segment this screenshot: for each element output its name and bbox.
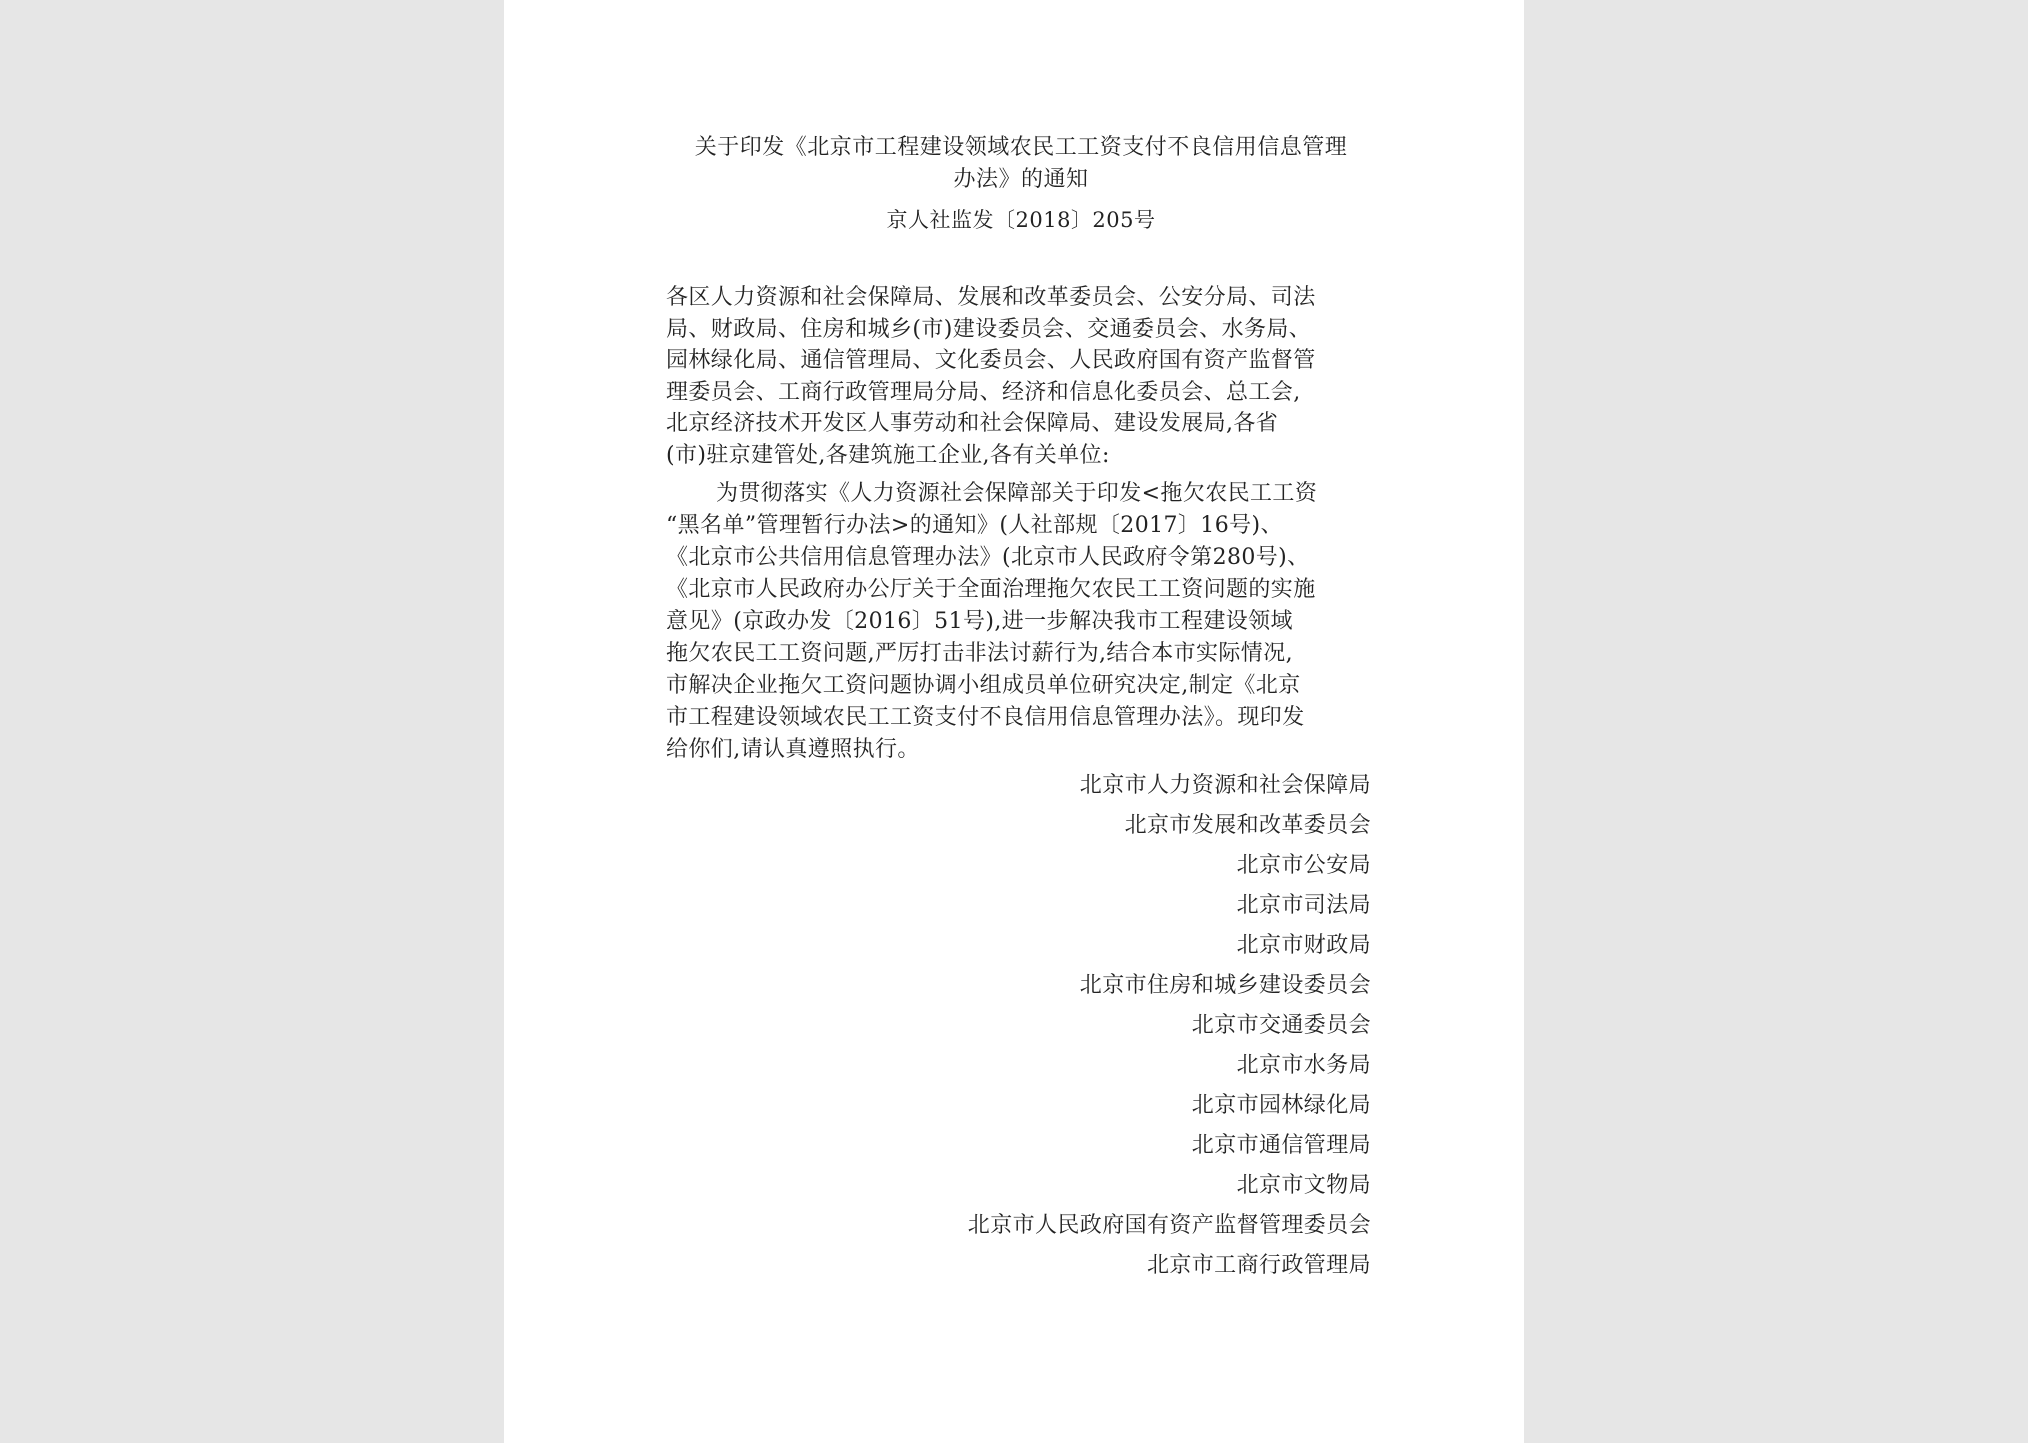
signature-line: 北京市人力资源和社会保障局 <box>1079 773 1371 798</box>
recipients-line: 理委员会、工商行政管理局分局、经济和信息化委员会、总工会, <box>666 379 1301 405</box>
recipients-line: 园林绿化局、通信管理局、文化委员会、人民政府国有资产监督管 <box>666 348 1316 373</box>
paragraph-line: 给你们,请认真遵照执行。 <box>666 737 920 762</box>
recipients-line: 局、财政局、住房和城乡(市)建设委员会、交通委员会、水务局、 <box>666 316 1312 342</box>
recipients-line: (市)驻京建管处,各建筑施工企业,各有关单位: <box>666 442 1110 468</box>
document-page <box>504 0 1524 1443</box>
paragraph-line: 为贯彻落实《人力资源社会保障部关于印发<拖欠农民工工资 <box>716 481 1318 506</box>
paragraph-line: 市解决企业拖欠工资问题协调小组成员单位研究决定,制定《北京 <box>666 673 1301 698</box>
signature-line: 北京市司法局 <box>1236 893 1371 918</box>
signature-block <box>666 766 1371 1286</box>
paragraph-line: 《北京市人民政府办公厅关于全面治理拖欠农民工工资问题的实施 <box>666 577 1316 602</box>
recipients-line: 各区人力资源和社会保障局、发展和改革委员会、公安分局、司法 <box>666 285 1316 310</box>
signature-line: 北京市工商行政管理局 <box>1146 1253 1371 1278</box>
paragraph-line: “黑名单”管理暂行办法>的通知》(人社部规〔2017〕16号)、 <box>666 513 1283 538</box>
recipients-line: 北京经济技术开发区人事劳动和社会保障局、建设发展局,各省 <box>666 411 1279 436</box>
signature-line: 北京市财政局 <box>1236 933 1371 958</box>
signature-line: 北京市交通委员会 <box>1191 1013 1371 1038</box>
title-line: 办法》的通知 <box>953 167 1089 192</box>
signature-line: 北京市通信管理局 <box>1191 1133 1371 1158</box>
signature-line: 北京市发展和改革委员会 <box>1124 813 1371 838</box>
recipients-block <box>666 282 1376 471</box>
paragraph-line: 《北京市公共信用信息管理办法》(北京市人民政府令第280号)、 <box>666 545 1310 570</box>
signature-line: 北京市水务局 <box>1236 1053 1371 1078</box>
paragraph-line: 市工程建设领域农民工工资支付不良信用信息管理办法》。现印发 <box>666 705 1305 730</box>
document-title <box>666 132 1376 196</box>
paragraph-line: 意见》(京政办发〔2016〕51号),进一步解决我市工程建设领域 <box>666 609 1293 634</box>
signature-line: 北京市文物局 <box>1236 1173 1371 1198</box>
paragraph-line: 拖欠农民工工资问题,严厉打击非法讨薪行为,结合本市实际情况, <box>666 641 1293 666</box>
title-line: 关于印发《北京市工程建设领域农民工工资支付不良信用信息管理 <box>694 135 1348 160</box>
signature-line: 北京市人民政府国有资产监督管理委员会 <box>967 1213 1371 1238</box>
document-number: 京人社监发〔2018〕205号 <box>886 208 1156 232</box>
signature-line: 北京市园林绿化局 <box>1191 1093 1371 1118</box>
signature-line: 北京市住房和城乡建设委员会 <box>1079 973 1371 998</box>
signature-line: 北京市公安局 <box>1236 853 1371 878</box>
body-paragraph <box>666 478 1376 766</box>
